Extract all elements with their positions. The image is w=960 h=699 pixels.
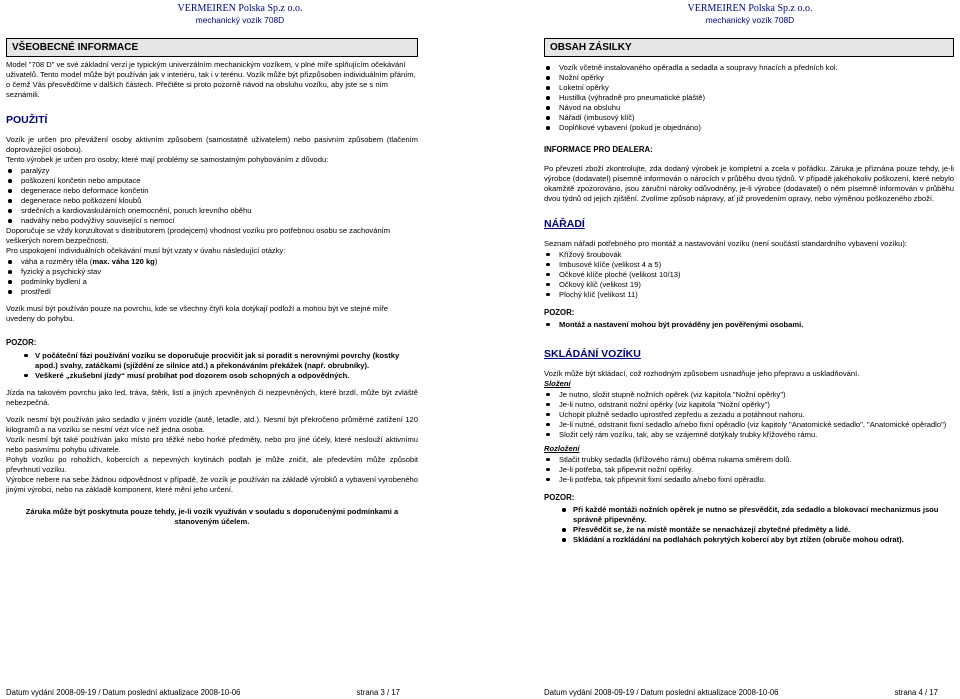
list-item: poškození končetin nebo amputace (6, 176, 418, 186)
usage-attention-label: POZOR: (6, 338, 37, 348)
list-item: podmínky bydlení a (6, 277, 418, 287)
usage-problems-intro: Tento výrobek je určen pro osoby, které mají problémy se samostatným pohybováním z důvodu: (6, 155, 329, 165)
list-item: Loketní opěrky (544, 83, 954, 93)
footer-dates: Datum vydání 2008-09-19 / Datum poslední aktualizace 2008-10-06 (6, 688, 241, 697)
usage-title: POUŽITÍ (6, 114, 48, 127)
list-item (6, 257, 418, 267)
footer-page-number: strana 4 / 17 (894, 688, 938, 697)
fold-list (544, 390, 954, 440)
list-item: Nářadí (imbusový klíč) (544, 113, 954, 123)
list-item: prostředí (6, 287, 418, 297)
list-item: Očkový klíč (velikost 19) (544, 280, 954, 290)
footer-page-number: strana 3 / 17 (356, 688, 400, 697)
right-content (544, 38, 954, 545)
header-product: mechanický vozík 708D (195, 15, 285, 25)
list-item: V počáteční fázi používání vozíku se doporučuje procvičit jak si poradit s nerovnými povrchy (kostky apod.) svahy, zatáčkami (sjíždění ze silnice atd.) a překonáváním překážek (např. obrubníky). (6, 351, 418, 371)
expect-weight-c: ) (154, 257, 158, 267)
list-item: Nožní opěrky (544, 73, 954, 83)
usage-recommend: Doporučuje se vždy konzultovat s distributorem (prodejcem) vhodnost vozíku pro potřebnou osobu se zachováním veškerých norem bezpečnosti. (6, 226, 391, 246)
tools-intro: Seznam nářadí potřebného pro montáž a nastavování vozíku (není součástí standardního vybavení vozíku): (544, 238, 908, 248)
page-footer (6, 688, 414, 698)
list-item: Stlačit trubky sedadla (křížového rámu) oběma rukama směrem dolů. (544, 455, 954, 465)
page-header (0, 3, 480, 25)
tools-list (544, 250, 954, 300)
list-item: Je-li potřeba, tak připevnit nožní opěrky. (544, 465, 954, 475)
list-item: Při každé montáži nožních opěrek je nutno se přesvědčit, zda sedadlo a blokovací mechanizmus jsou správně připevněny. (544, 505, 954, 525)
header-product: mechanický vozík 708D (705, 15, 795, 25)
tools-title: NÁŘADÍ (544, 217, 585, 230)
left-content (6, 38, 418, 527)
tools-attention-label: POZOR: (544, 307, 575, 317)
usage-warranty: Záruka může být poskytnuta pouze tehdy, je-li vozík využíván v souladu s doporučenými podmínkami a stanoveným účelem. (25, 506, 399, 526)
list-item: degenerace nebo deformace končetin (6, 186, 418, 196)
list-item: Návod na obsluhu (544, 103, 954, 113)
list-item: Složit celý rám vozíku, tak, aby se vzájemně dotýkaly trubky křížového rámu. (544, 430, 954, 440)
list-item: Montáž a nastavení mohou být prováděny jen pověřenými osobami. (544, 320, 954, 330)
page-right (480, 0, 960, 699)
list-item: paralýzy (6, 166, 418, 176)
list-item: Imbusové klíče (velikost 4 a 5) (544, 260, 954, 270)
expectations-list (6, 257, 418, 297)
contents-list (544, 63, 954, 133)
footer-dates: Datum vydání 2008-09-19 / Datum poslední aktualizace 2008-10-06 (544, 688, 779, 697)
list-item: Uchopit plužně sedadlo uprostřed zepředu a zezadu a potáhnout nahoru. (544, 410, 954, 420)
expect-weight-max: max. váha 120 kg (92, 257, 155, 267)
usage-terrain: Jízda na takovém povrchu jako led, tráva, štěrk, listí a jiných zpevněných či nezpevněných, které brzdí, může být zvláště nebezpečná. (6, 387, 418, 407)
dealer-text: Po převzetí zboží zkontrolujte, zda dodaný výrobek je kompletní a zcela v pořádku. Záruka je přiznána pouze tehdy, je-li výrobce (dodavatel) písemně informován o nárocích v průběhu dvou týdnů. V případě jakéhokoliv poškození, které nebylo okamžitě zpozorováno, jsou záruční nároky odůvodněny, je-li výrobce (dodavatel) o něm písemně informován v průběhu dvou týdnů od jejich zjištění. Zvolíme způsob nápravy, ať již provedením opravy, nebo výměnou poškozeného zboží. (544, 163, 954, 203)
usage-vehicle: Vozík nesmí být používán jako sedadlo v jiném vozidle (autě, letadle, atd.). Nesmí být překročeno průměrné zatížení 120 kilogramů a na vozíku se nesmí vézt více než jedna osoba. (6, 414, 418, 434)
page-header (540, 3, 960, 25)
tools-attention-list (544, 320, 954, 330)
header-company: VERMEIREN Polska Sp.z o.o. (177, 3, 303, 14)
problems-list (6, 166, 418, 226)
list-item: nadváhy nebo podvýživy související s nemocí (6, 216, 418, 226)
list-item: Křížový šroubovák (544, 250, 954, 260)
list-item: degenerace nebo poškození kloubů (6, 196, 418, 206)
list-item: Plochý klíč (velikost 11) (544, 290, 954, 300)
folding-intro: Vozík může být skládací, což rozhodným způsobem usnadňuje jeho přepravu a uskladňování. (544, 368, 860, 378)
list-item: Je nutno, složit stupně nožních opěrek (viz kapitola "Nožní opěrky") (544, 390, 954, 400)
list-item: Přesvědčit se, že na místě montáže se nenacházejí zbytečné předměty a lidé. (544, 525, 954, 535)
unfold-head: Rozložení (544, 443, 580, 453)
list-item: Je-li nutno, odstranit nožní opěrky (viz kapitola "Nožní opěrky") (544, 400, 954, 410)
list-item: Skládání a rozkládání na podlahách pokrytých kobercí aby byt ztížen (obruče mohou odrat). (544, 535, 954, 545)
general-info-text: Model "708 D" ve své základní verzi je typickým univerzálním mechanickým vozíkem, v plné míře splňujícím očekávání uživatelů. Tento model může být používán jak v interiéru, tak i v terénu. Vozík může být přizpůsoben individuálním přáním, o čemž Vás přesvědčíme v dalších částech. Přečtěte si proto pozorně návod na obsluhu vozíku, aby jste se s ním seznámili. (6, 60, 416, 100)
general-info-title: VŠEOBECNÉ INFORMACE (6, 38, 418, 57)
header-company: VERMEIREN Polska Sp.z o.o. (687, 3, 813, 14)
fold-head: Složení (544, 378, 571, 388)
usage-intro: Vozík je určen pro převážení osoby aktivním způsobem (samostatně uživatelem) nebo pasivním způsobem (tlačením doprovázející osobou). (6, 135, 418, 155)
usage-surface: Vozík musí být používán pouze na povrchu, kde se všechny čtyři kola dotýkají podloží a mohou být ve stejné míře uvedeny do pohybu. (6, 304, 388, 324)
usage-expect-intro: Pro uspokojení individuálních očekávání musí být vzaty v úvahu následující otázky: (6, 246, 286, 256)
list-item: Vozík včetně instalovaného opěradla a sedadla a soupravy hnacích a předních kol. (544, 63, 954, 73)
unfold-list (544, 455, 954, 485)
folding-attention-label: POZOR: (544, 492, 575, 502)
list-item: Doplňkové vybavení (pokud je objednáno) (544, 123, 954, 133)
list-item: srdečních a kardiovaskulárních onemocnění, poruch krevního oběhu (6, 206, 418, 216)
usage-items: Vozík nesmí být také používán jako místo pro těžké nebo horké předměty, nebo pro jiné účely, které neslouží aktivnímu nebo pasivnímu pohybu uživatele. (6, 434, 418, 454)
folding-attention-list (544, 505, 954, 545)
list-item: Je-li potřeba, tak připevnit fixní sedadlo a/nebo fixní opěradlo. (544, 475, 954, 485)
list-item: Veškeré „zkušební jízdy“ musí probíhat pod dozorem osob schopných a odpovědných. (6, 371, 418, 381)
list-item: Očkové klíče ploché (velikost 10/13) (544, 270, 954, 280)
list-item: Hustilka (výhradně pro pneumatické pláště) (544, 93, 954, 103)
list-item: Je-li nutné, odstranit fixní sedadlo a/nebo fixní opěradlo (viz kapitoly "Anatomické sedadlo", "Anatomické opěradlo") (544, 420, 954, 430)
page-footer (544, 688, 952, 698)
dealer-title: INFORMACE PRO DEALERA: (544, 145, 653, 155)
usage-manufacturer: Výrobce nebere na sebe žádnou odpovědnost v případě, že vozík je používán na základě výrobků a vybavení vyrobeného jinými výrobci, nebo na základě komponent, které mění jeho určení. (6, 474, 418, 494)
usage-floor: Pohyb vozíku po rohožích, kobercích a nepevných krytinách podlah je může zničit, ale především může způsobit převrhnutí vozíku. (6, 454, 418, 474)
expect-weight-a: váha a rozměry těla ( (21, 257, 93, 267)
usage-attention-list (6, 351, 418, 381)
folding-title: SKLÁDÁNÍ VOZÍKU (544, 347, 641, 360)
list-item: fyzický a psychický stav (6, 267, 418, 277)
contents-title: OBSAH ZÁSILKY (544, 38, 954, 57)
